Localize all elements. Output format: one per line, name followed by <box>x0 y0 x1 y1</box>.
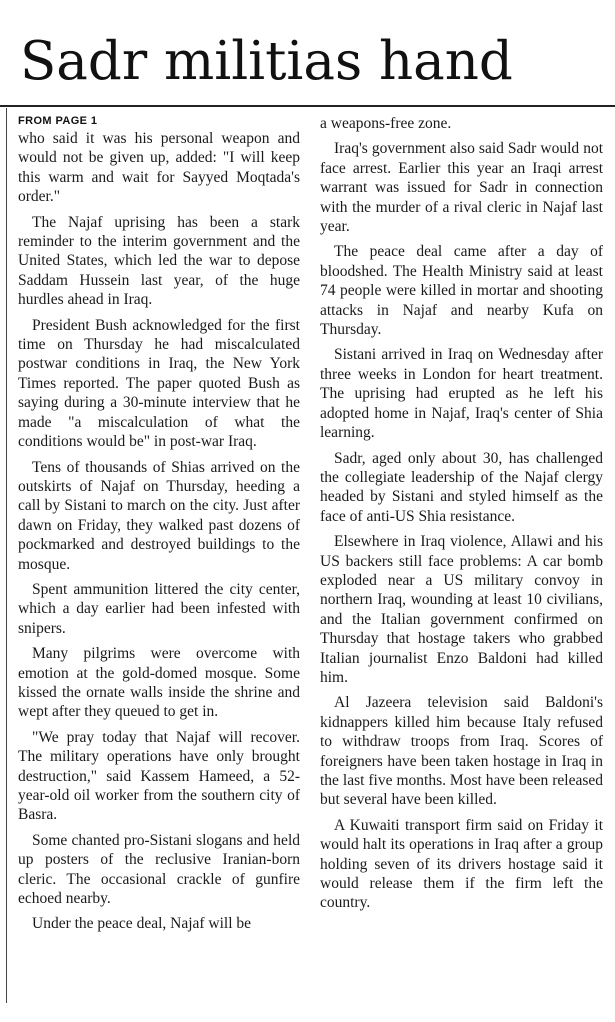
paragraph: "We pray today that Najaf will recover. The military operations have only brought destruction," said Kassem Hameed, a 52-year-old oil worker from the southern city of Basra. <box>18 728 300 824</box>
paragraph: Elsewhere in Iraq violence, Allawi and his US backers still face problems: A car bomb exploded near a US military convoy in northern Iraq, wounding at least 10 civilians, and the Italian government confirmed on Thursday that hostage takers who grabbed Italian journalist Enzo Baldoni had killed him. <box>320 533 603 686</box>
paragraph: who said it was his personal weapon and would not be given up, added: "I will keep this warm and wait for Sayyed Moqtada's order." <box>18 130 300 206</box>
paragraph: Spent ammunition littered the city center, which a day earlier had been infested with snipers. <box>18 580 300 637</box>
paragraph: Sadr, aged only about 30, has challenged the collegiate leadership of the Najaf clergy headed by Sistani and styled himself as the face of anti-US Shia resistance. <box>320 449 603 525</box>
kicker: FROM PAGE 1 <box>18 115 98 127</box>
paragraph: Al Jazeera television said Baldoni's kidnappers killed him because Italy refused to withdraw troops from Iraq. Scores of foreigners have been taken hostage in Iraq in the last five months. Most have been released but several have been killed. <box>320 694 603 809</box>
paragraph: Under the peace deal, Najaf will be <box>32 915 252 933</box>
right-column <box>320 114 603 919</box>
paragraph: A Kuwaiti transport firm said on Friday it would halt its operations in Iraq after a group holding seven of its drivers hostage said it would release them if the firm left the country. <box>320 816 603 912</box>
paragraph: President Bush acknowledged for the first time on Thursday he had miscalculated postwar conditions in Iraq, the New York Times reported. The paper quoted Bush as saying during a 30-minute interview that he made "a miscalculation of what the conditions would be" in post-war Iraq. <box>18 316 300 451</box>
paragraph: Tens of thousands of Shias arrived on the outskirts of Najaf on Thursday, heeding a call by Sistani to march on the city. Just after dawn on Friday, they walked past dozens of pockmarked and destroyed buildings to the mosque. <box>18 458 300 573</box>
paragraph: a weapons-free zone. <box>320 115 452 132</box>
paragraph: Some chanted pro-Sistani slogans and held up posters of the reclusive Iranian-born cleric. The occasional crackle of gunfire echoed nearby. <box>18 831 300 908</box>
paragraph: The Najaf uprising has been a stark reminder to the interim government and the United States, which led the war to depose Saddam Hussein last year, of the huge hurdles ahead in Iraq. <box>18 213 300 309</box>
paragraph: The peace deal came after a day of bloodshed. The Health Ministry said at least 74 people were killed in mortar and shooting attacks in Najaf and nearby Kufa on Thursday. <box>320 243 603 339</box>
column-rule <box>6 108 7 1003</box>
paragraph: Sistani arrived in Iraq on Wednesday after three weeks in London for heart treatment. The uprising had erupted as he left his adopted home in Najaf, Iraq's center of Shia learning. <box>320 346 603 442</box>
paragraph: Iraq's government also said Sadr would not face arrest. Earlier this year an Iraqi arrest warrant was issued for Sadr in connection with the murder of a rival cleric in Najaf last year. <box>320 140 603 236</box>
headline-divider <box>0 105 615 107</box>
headline: Sadr militias hand <box>20 31 513 92</box>
left-column <box>18 114 300 940</box>
paragraph: Many pilgrims were overcome with emotion at the gold-domed mosque. Some kissed the ornate walls inside the shrine and wept after they queued to get in. <box>18 645 300 721</box>
